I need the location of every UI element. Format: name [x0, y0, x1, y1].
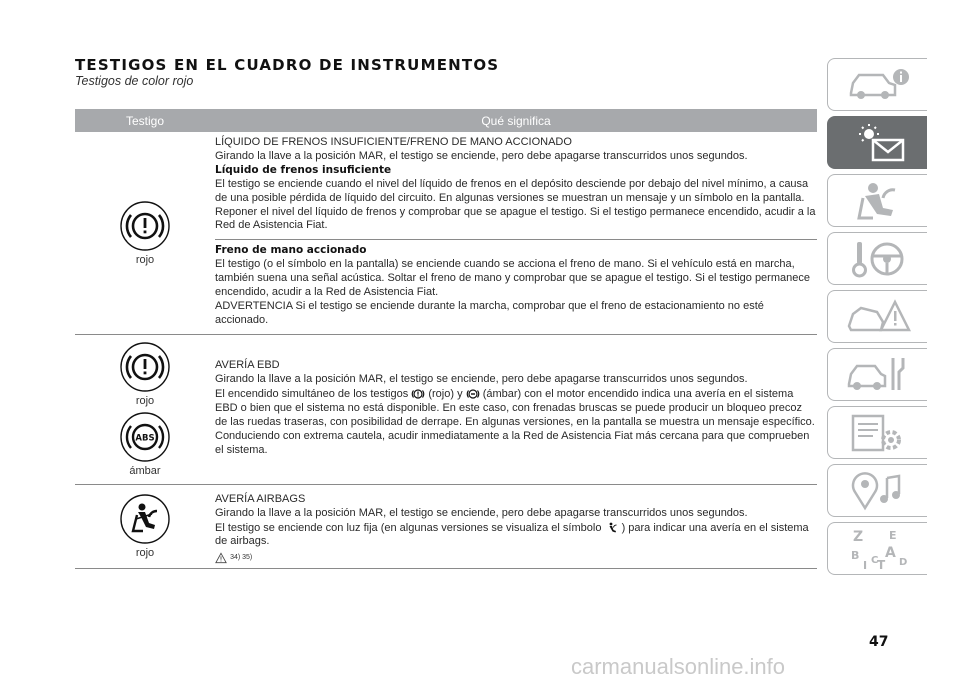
page-title: TESTIGOS EN EL CUADRO DE INSTRUMENTOS	[75, 56, 500, 74]
body-text: El encendido simultáneo de los testigos	[215, 387, 409, 400]
section-body: El testigo (o el símbolo en la pantalla) se enciende cuando se acciona el freno de mano. Si el vehículo está en marcha, también suena una señal acústica. Soltar el freno de mano y comprobar que se apague el testigo. Si el testigo permanece encendido, acudir a la Red de Asistencia Fiat.	[215, 258, 810, 299]
page-number: 47	[869, 634, 889, 650]
handbrake-block	[215, 239, 817, 333]
key-steering-wheel-icon	[843, 238, 913, 280]
sidebar-tab-safety[interactable]	[827, 174, 927, 227]
reference-numbers: 34) 35)	[230, 554, 253, 562]
sidebar-tab-warning-lights[interactable]	[827, 116, 927, 169]
icon-cell	[75, 485, 215, 568]
section-caps-title: LÍQUIDO DE FRENOS INSUFICIENTE/FRENO DE MANO ACCIONADO	[215, 136, 572, 148]
airbag-block	[215, 485, 817, 572]
car-tools-icon	[843, 354, 913, 396]
reference-notes	[215, 551, 817, 566]
index-letters-icon	[843, 527, 913, 571]
intro-line: Girando la llave a la posición MAR, el testigo se enciende, pero debe apagarse transcurridos unos segundos.	[215, 149, 748, 162]
section-heading: Líquido de frenos insuficiente	[215, 163, 392, 176]
ebd-block	[215, 355, 817, 463]
watermark: carmanualsonline.info	[571, 654, 786, 679]
index-letter: I	[862, 558, 867, 571]
intro-line: Girando la llave a la posición MAR, el testigo se enciende, pero debe apagarse transcurridos unos segundos.	[215, 373, 748, 386]
section-caps-title: AVERÍA EBD	[215, 359, 280, 372]
airbag-symbol-icon	[605, 521, 619, 535]
section-body	[215, 521, 817, 550]
body-text: El testigo se enciende con luz fija (en algunas versiones se visualiza el símbolo	[215, 521, 602, 534]
sidebar-tab-car-info[interactable]	[827, 58, 927, 111]
abs-warning-icon	[466, 387, 480, 401]
meaning-cell	[215, 335, 817, 484]
meaning-cell	[215, 132, 817, 334]
media-navigation-icon	[843, 470, 913, 512]
abs-text: ABS	[135, 433, 155, 444]
icon-color-label: rojo	[135, 253, 155, 266]
brake-warning-icon	[119, 200, 171, 252]
warning-text: ADVERTENCIA Si el testigo se enciende durante la marcha, comprobar que el freno de estacionamiento no esté accionado.	[215, 299, 764, 326]
icon-cell	[75, 335, 215, 484]
index-letter: C	[870, 554, 878, 566]
body-text: (rojo) y	[428, 387, 463, 400]
abs-warning-icon	[119, 411, 171, 463]
warning-triangle-icon	[215, 552, 227, 564]
car-info-icon	[843, 65, 913, 105]
column-header-testigo: Testigo	[125, 113, 165, 128]
table-row-brake-fluid	[75, 132, 817, 335]
intro-line: Girando la llave a la posición MAR, el testigo se enciende, pero debe apagarse transcurridos unos segundos.	[215, 506, 748, 519]
section-body: El testigo se enciende cuando el nivel del líquido de frenos en el depósito desciende por debajo del nivel mínimo, a causa de una posible pérdida de líquido del circuito. En algunas versiones se muestran un mensaje y un símbolo en la pantalla. Reponer el nivel del líquido de frenos y comprobar que se apague el testigo. Si el testigo permanece encendido, acudir a la Red de Asistencia Fiat.	[215, 177, 816, 232]
warning-lights-table	[75, 109, 817, 569]
sidebar-tab-starting-driving[interactable]	[827, 232, 927, 285]
icon-color-label: rojo	[135, 547, 155, 560]
index-letter: T	[876, 557, 885, 571]
table-row-ebd	[75, 335, 817, 485]
seat-airbag-icon	[843, 180, 913, 222]
section-heading: Freno de mano accionado	[215, 244, 367, 257]
brake-warning-icon	[119, 341, 171, 393]
car-crash-warning-icon	[843, 296, 913, 338]
icon-color-label: rojo	[135, 395, 155, 408]
section-caps-title: AVERÍA AIRBAGS	[215, 492, 306, 505]
chapter-sidebar	[827, 58, 927, 580]
sidebar-tab-technical-data[interactable]	[827, 406, 927, 459]
airbag-warning-icon	[119, 493, 171, 545]
sidebar-tab-maintenance[interactable]	[827, 348, 927, 401]
sidebar-tab-index[interactable]	[827, 522, 927, 575]
index-letter: Z	[852, 528, 863, 545]
icon-cell	[75, 132, 215, 334]
brake-warning-icon	[411, 387, 425, 401]
body-text: ) para indicar una avería en el sistema de airbags.	[215, 521, 809, 548]
index-letter: D	[898, 556, 907, 568]
index-letter: A	[884, 544, 896, 561]
index-letter: E	[888, 528, 897, 542]
brake-fluid-block	[215, 132, 817, 239]
icon-color-label: ámbar	[129, 465, 161, 478]
meaning-cell	[215, 485, 817, 568]
warning-light-message-icon	[843, 122, 913, 164]
sidebar-tab-multimedia[interactable]	[827, 464, 927, 517]
body-text: (ámbar) con el motor encendido indica una avería en el sistema EBD o bien que el sistema no está disponible. En este caso, con frenadas bruscas se puede producir un bloqueo precoz de las ruedas traseras, con posibilidad de derrape. En algunas versiones, en la pantalla se muestra un mensaje específico. Conduciendo con extrema cautela, acudir inmediatamente a la Red de Asistencia Fiat más cercana para que comprueben el sistema.	[215, 387, 815, 456]
index-letter: B	[850, 548, 859, 562]
page-subtitle: Testigos de color rojo	[75, 74, 194, 88]
sidebar-tab-emergency[interactable]	[827, 290, 927, 343]
column-header-meaning: Qué significa	[481, 113, 551, 128]
spec-sheet-gear-icon	[843, 412, 913, 454]
table-row-airbag	[75, 485, 817, 569]
table-header	[75, 109, 817, 132]
section-body	[215, 387, 817, 457]
